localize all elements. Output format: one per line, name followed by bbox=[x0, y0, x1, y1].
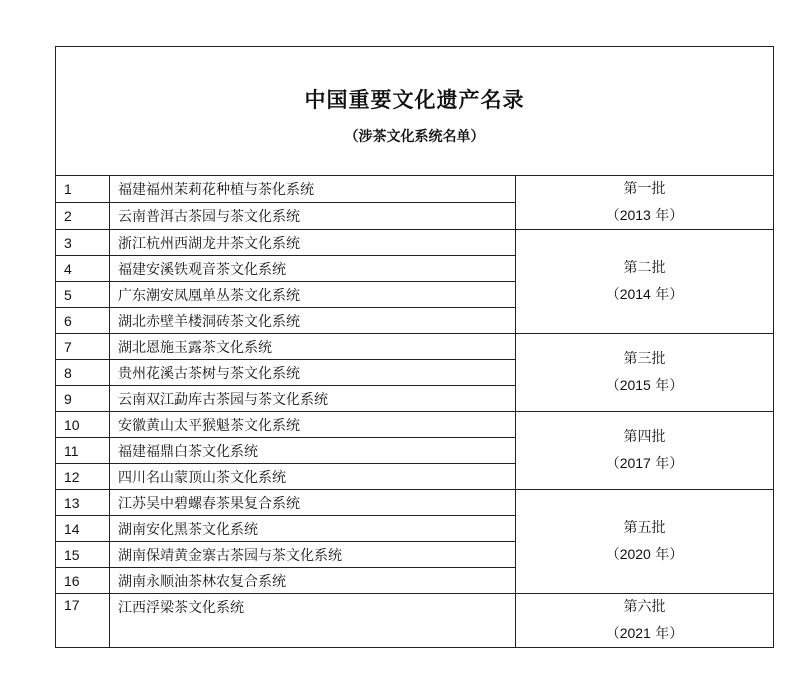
batch-cell bbox=[516, 176, 774, 230]
row-number: 17 bbox=[56, 594, 110, 648]
system-name: 湖南永顺油茶林农复合系统 bbox=[110, 568, 516, 594]
batch-label: 第二批 bbox=[623, 260, 666, 276]
system-name: 湖南保靖黄金寨古茶园与茶文化系统 bbox=[110, 542, 516, 568]
table-row bbox=[56, 334, 774, 360]
batch-year-close: 年） bbox=[650, 547, 684, 563]
row-number: 12 bbox=[56, 464, 110, 490]
row-number: 7 bbox=[56, 334, 110, 360]
table-row bbox=[56, 412, 774, 438]
batch-label: 第四批 bbox=[623, 429, 666, 445]
row-number: 15 bbox=[56, 542, 110, 568]
system-name: 湖北赤壁羊楼洞砖茶文化系统 bbox=[110, 308, 516, 334]
table-row bbox=[56, 176, 774, 203]
batch-year-open: （ bbox=[605, 378, 620, 394]
row-number: 14 bbox=[56, 516, 110, 542]
batch-year bbox=[516, 202, 773, 229]
row-number: 10 bbox=[56, 412, 110, 438]
system-name: 云南双江勐库古茶园与茶文化系统 bbox=[110, 386, 516, 412]
page-title: 中国重要文化遗产名录 bbox=[304, 87, 525, 112]
batch-year-value: 2013 bbox=[619, 207, 651, 223]
system-name: 湖北恩施玉露茶文化系统 bbox=[110, 334, 516, 360]
system-name: 贵州花溪古茶树与茶文化系统 bbox=[110, 360, 516, 386]
row-number: 13 bbox=[56, 490, 110, 516]
batch-label: 第五批 bbox=[623, 520, 666, 536]
table-header bbox=[56, 47, 774, 176]
system-name: 福建福鼎白茶文化系统 bbox=[110, 438, 516, 464]
batch-year-open: （ bbox=[605, 626, 620, 642]
batch-year-open: （ bbox=[605, 456, 620, 472]
batch-year bbox=[516, 281, 773, 308]
system-name: 浙江杭州西湖龙井茶文化系统 bbox=[110, 230, 516, 256]
row-number: 6 bbox=[56, 308, 110, 334]
batch-cell bbox=[516, 490, 774, 594]
batch-label: 第三批 bbox=[623, 351, 666, 367]
system-name: 福建安溪铁观音茶文化系统 bbox=[110, 256, 516, 282]
batch-cell bbox=[516, 334, 774, 412]
batch-year bbox=[516, 372, 773, 399]
batch-year bbox=[516, 450, 773, 477]
heritage-table bbox=[55, 46, 774, 648]
batch-year bbox=[516, 541, 773, 568]
row-number: 5 bbox=[56, 282, 110, 308]
batch-year-value: 2015 bbox=[619, 377, 651, 393]
table-row bbox=[56, 230, 774, 256]
system-name: 安徽黄山太平猴魁茶文化系统 bbox=[110, 412, 516, 438]
batch-year-value: 2017 bbox=[619, 455, 651, 471]
row-number: 11 bbox=[56, 438, 110, 464]
batch-year-value: 2021 bbox=[619, 625, 651, 641]
batch-year-value: 2014 bbox=[619, 286, 651, 302]
batch-label: 第一批 bbox=[623, 181, 666, 197]
table-row bbox=[56, 594, 774, 648]
page-subtitle: （涉茶文化系统名单） bbox=[344, 129, 485, 145]
system-name: 湖南安化黑茶文化系统 bbox=[110, 516, 516, 542]
batch-label: 第六批 bbox=[623, 599, 666, 615]
system-name: 江苏吴中碧螺春茶果复合系统 bbox=[110, 490, 516, 516]
system-name: 江西浮梁茶文化系统 bbox=[110, 594, 516, 648]
system-name: 四川名山蒙顶山茶文化系统 bbox=[110, 464, 516, 490]
system-name: 云南普洱古茶园与茶文化系统 bbox=[110, 203, 516, 230]
batch-year-close: 年） bbox=[650, 208, 684, 224]
row-number: 9 bbox=[56, 386, 110, 412]
batch-year-open: （ bbox=[605, 287, 620, 303]
row-number: 4 bbox=[56, 256, 110, 282]
system-name: 福建福州茉莉花种植与茶化系统 bbox=[110, 176, 516, 203]
batch-year-open: （ bbox=[605, 547, 620, 563]
batch-year-close: 年） bbox=[650, 287, 684, 303]
heritage-list-document bbox=[55, 46, 773, 648]
batch-year-close: 年） bbox=[650, 378, 684, 394]
batch-year-close: 年） bbox=[650, 456, 684, 472]
row-number: 16 bbox=[56, 568, 110, 594]
batch-year-close: 年） bbox=[650, 626, 684, 642]
batch-year-open: （ bbox=[605, 208, 620, 224]
row-number: 3 bbox=[56, 230, 110, 256]
row-number: 2 bbox=[56, 203, 110, 230]
batch-year-value: 2020 bbox=[619, 546, 651, 562]
batch-year bbox=[516, 620, 773, 647]
system-name: 广东潮安凤凰单丛茶文化系统 bbox=[110, 282, 516, 308]
batch-cell bbox=[516, 230, 774, 334]
batch-cell bbox=[516, 594, 774, 648]
table-row bbox=[56, 490, 774, 516]
batch-cell bbox=[516, 412, 774, 490]
row-number: 1 bbox=[56, 176, 110, 203]
row-number: 8 bbox=[56, 360, 110, 386]
